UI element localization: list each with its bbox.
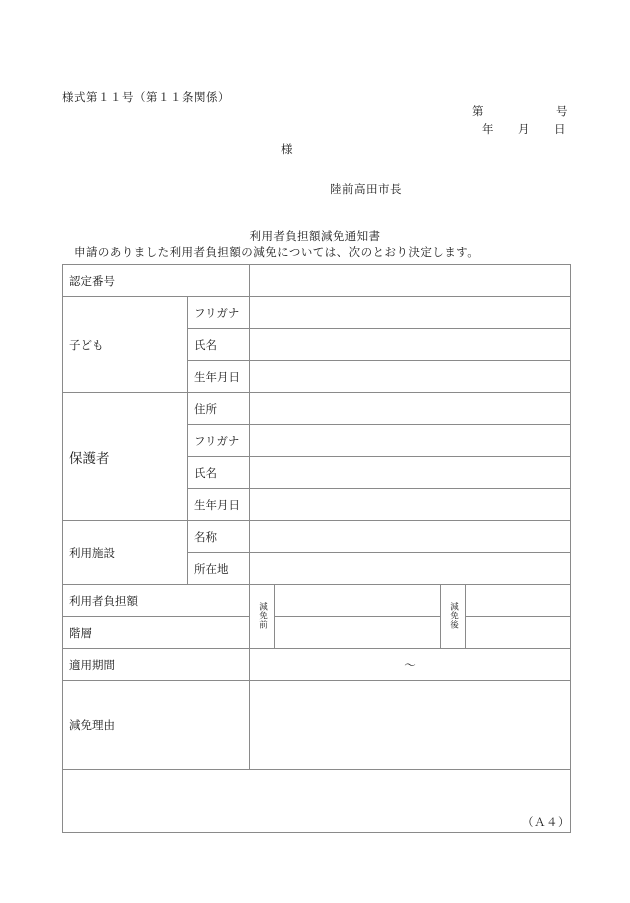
note-value[interactable] [63, 770, 571, 833]
paper-size-label: （Ａ４） [522, 815, 570, 829]
burden-before-label: 減免前 [250, 585, 275, 649]
certification-number-label: 認定番号 [63, 265, 250, 297]
burden-tier-label: 階層 [63, 617, 250, 649]
reason-label: 減免理由 [63, 681, 250, 770]
guardian-name-label: 氏名 [188, 457, 250, 489]
table-row-period [63, 649, 571, 681]
guardian-furigana-value[interactable] [250, 425, 571, 457]
facility-address-value[interactable] [250, 553, 571, 585]
child-furigana-value[interactable] [250, 297, 571, 329]
guardian-address-value[interactable] [250, 393, 571, 425]
facility-address-label: 所在地 [188, 553, 250, 585]
table-row-certification-number [63, 265, 571, 297]
burden-after-tier-value[interactable] [466, 617, 571, 649]
child-name-value[interactable] [250, 329, 571, 361]
period-label: 適用期間 [63, 649, 250, 681]
burden-before-tier-value[interactable] [275, 617, 441, 649]
table-row-guardian-address [63, 393, 571, 425]
child-birthdate-value[interactable] [250, 361, 571, 393]
guardian-group-label: 保護者 [63, 393, 188, 521]
lead-paragraph: 申請のありました利用者負担額の減免については、次のとおり決定します。 [74, 245, 480, 259]
child-name-label: 氏名 [188, 329, 250, 361]
period-value[interactable]: ～ [250, 649, 571, 681]
certification-number-value[interactable] [250, 265, 571, 297]
table-row-reason [63, 681, 571, 770]
guardian-furigana-label: フリガナ [188, 425, 250, 457]
document-number: 第 号 [472, 104, 568, 118]
child-group-label: 子ども [63, 297, 188, 393]
reason-value[interactable] [250, 681, 571, 770]
guardian-birthdate-value[interactable] [250, 489, 571, 521]
guardian-address-label: 住所 [188, 393, 250, 425]
facility-name-value[interactable] [250, 521, 571, 553]
table-row-burden-tier [63, 617, 571, 649]
addressee-honorific: 様 [281, 142, 293, 156]
document-date: 年 月 日 [482, 122, 566, 136]
burden-after-amount-value[interactable] [466, 585, 571, 617]
burden-before-amount-value[interactable] [275, 585, 441, 617]
burden-after-label: 減免後 [441, 585, 466, 649]
child-furigana-label: フリガナ [188, 297, 250, 329]
guardian-birthdate-label: 生年月日 [188, 489, 250, 521]
child-birthdate-label: 生年月日 [188, 361, 250, 393]
guardian-name-value[interactable] [250, 457, 571, 489]
page-title: 利用者負担額減免通知書 [249, 229, 381, 243]
facility-group-label: 利用施設 [63, 521, 188, 585]
issuer-name: 陸前高田市長 [330, 182, 402, 196]
facility-name-label: 名称 [188, 521, 250, 553]
notification-form-table [62, 264, 571, 833]
table-row-facility-name [63, 521, 571, 553]
burden-amount-label: 利用者負担額 [63, 585, 250, 617]
table-row-note [63, 770, 571, 833]
table-row-child-furigana [63, 297, 571, 329]
form-number: 様式第１１号（第１１条関係） [62, 90, 230, 104]
table-row-burden-amount [63, 585, 571, 617]
